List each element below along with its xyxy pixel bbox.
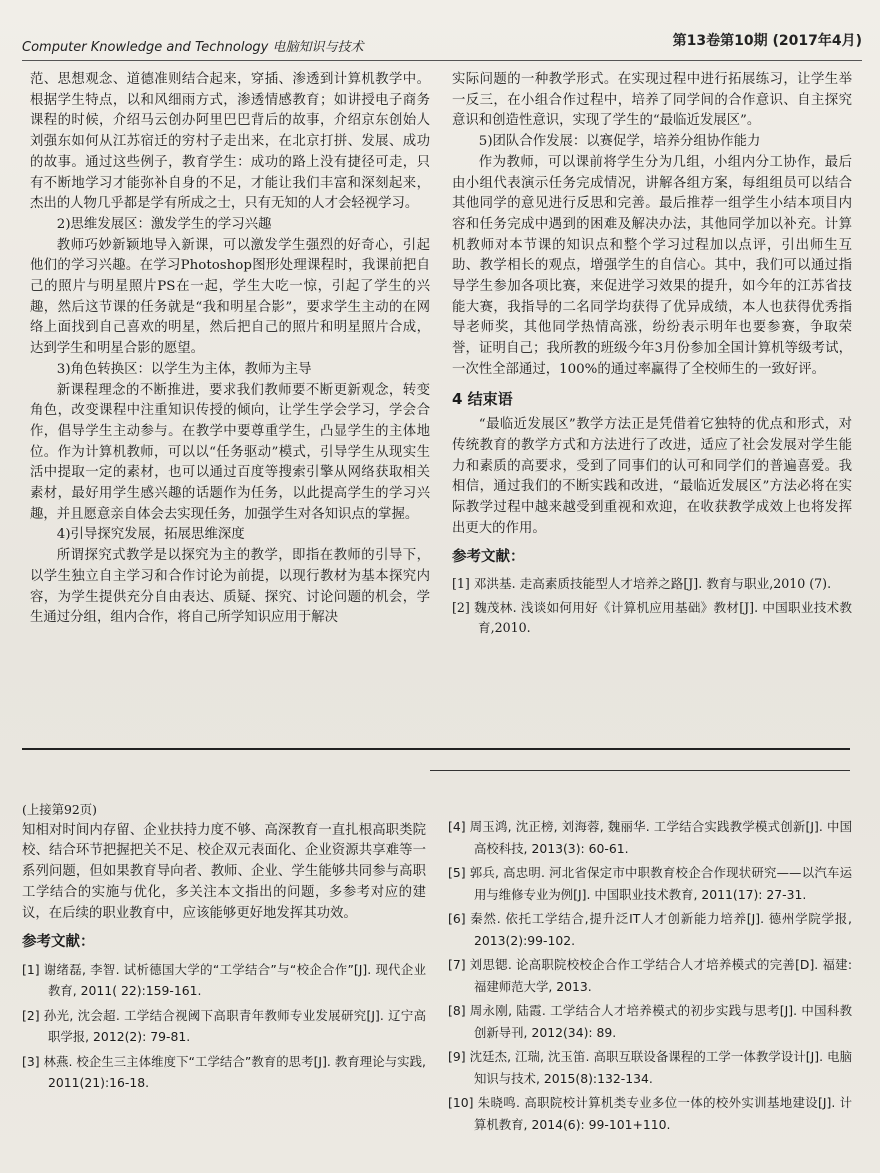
section-divider xyxy=(22,748,850,750)
reference-item: [2] 孙光, 沈会超. 工学结合视阈下高职青年教师专业发展研究[J]. 辽宁高职学报, 2012(2): 79-81. xyxy=(22,1007,426,1045)
paragraph: 新课程理念的不断推进，要求我们教师要不断更新观念，转变角色，改变课程中注重知识传授的倾向，让学生学会学习，学会合作，倡导学生主动参与。在教学中要尊重学生，凸显学生的主体地位。作为计算机教师，可以以“任务驱动”模式，引导学生从现实生活中提取一定的素材，也可以通过百度等搜索引擎从网络获取相关素材，最好用学生感兴趣的话题作为任务，以此提高学生的学习兴趣，并且愿意亲自体会去实现任务，加强学生对各知识点的掌握。 xyxy=(30,382,430,522)
issue-info: 第13卷第10期 (2017年4月) xyxy=(672,33,862,49)
upper-right-column xyxy=(452,70,852,642)
reference-item: [7] 刘思锶. 论高职院校校企合作工学结合人才培养模式的完善[D]. 福建: 福建师范大学, 2013. xyxy=(448,957,852,994)
reference-item: [10] 朱晓鸣. 高职院校计算机类专业多位一体的校外实训基地建设[J]. 计算机教育, 2014(6): 99-101+110. xyxy=(448,1095,852,1132)
continued-note: (上接第92页) xyxy=(22,802,97,817)
reference-item: [3] 林燕. 校企生三主体维度下“工学结合”教育的思考[J]. 教育理论与实践, 2011(21):16-18. xyxy=(22,1053,426,1091)
references-title: 参考文献： xyxy=(452,549,525,566)
subheading: 4)引导探究发展，拓展思维深度 xyxy=(56,527,245,543)
reference-item: [2] 魏茂林. 浅谈如何用好《计算机应用基础》教材[J]. 中国职业技术教育,2010. xyxy=(452,599,852,636)
paragraph: “最临近发展区”教学方法正是凭借着它独特的优点和形式，对传统教育的教学方式和方法进行了改进，适应了社会发展对学生能力和素质的高要求，受到了同事们的认可和同学们的普遍喜爱。我相信，通过我们的不断实践和改进，“最临近发展区”方法必将在实际教学过程中越来越受到重视和欢迎，在收获教学成效上也将发挥出更大的作用。 xyxy=(452,417,852,536)
section-title: 4 结束语 xyxy=(452,389,513,408)
header-rule xyxy=(22,60,862,61)
reference-item: [9] 沈廷杰, 江瑞, 沈玉笛. 高职互联设备课程的工学一体教学设计[J]. 电脑知识与技术, 2015(8):132-134. xyxy=(448,1049,852,1086)
references-title: 参考文献： xyxy=(22,934,95,951)
paragraph: 实际问题的一种教学形式。在实现过程中进行拓展练习，让学生举一反三，在小组合作过程中，培养了同学间的合作意识、自主探究意识和创造性意识，实现了学生的“最临近发展区”。 xyxy=(452,72,852,129)
lower-left-column xyxy=(22,800,426,1097)
reference-item: [4] 周玉鸿, 沈正榜, 刘海蓉, 魏丽华. 工学结合实践教学模式创新[J]. 中国高校科技, 2013(3): 60-61. xyxy=(448,819,852,856)
page-header xyxy=(22,30,862,58)
subheading: 5)团队合作发展：以赛促学，培养分组协作能力 xyxy=(478,134,761,150)
reference-item: [1] 谢绪磊, 李智. 试析德国大学的“工学结合”与“校企合作”[J]. 现代企业教育, 2011( 22):159-161. xyxy=(22,961,426,999)
lower-right-column xyxy=(448,816,852,1138)
paragraph: 所谓探究式教学是以探究为主的教学，即指在教师的引导下，以学生独立自主学习和合作讨论为前提，以现行教材为基本探究内容，为学生提供充分自由表达、质疑、探究、讨论问题的机会，学生通过分组，组内合作，将自己所学知识应用于解决 xyxy=(30,548,430,626)
paragraph: 范、思想观念、道德准则结合起来，穿插、渗透到计算机教学中。根据学生特点，以和风细雨方式，渗透情感教育；如讲授电子商务课程的时候，介绍马云创办阿里巴巴背后的故事，介绍京东创始人刘强东如何从江苏宿迁的穷村子走出来，在北京打拼、发展、成功的故事。通过这些例子，教育学生：成功的路上没有捷径可走，只有不断地学习才能弥补自身的不足，才能让我们丰富和深刻起来，杰出的人物几乎都是学有所成之士，只有无知的人才会轻视学习。 xyxy=(30,72,430,212)
upper-left-column xyxy=(30,70,430,629)
reference-item: [6] 秦然. 依托工学结合,提升泛IT人才创新能力培养[J]. 德州学院学报, 2013(2):99-102. xyxy=(448,911,852,948)
subheading: 3)角色转换区：以学生为主体，教师为主导 xyxy=(56,361,312,377)
subheading: 2)思维发展区：激发学生的学习兴趣 xyxy=(56,216,272,232)
reference-item: [5] 郭兵, 高忠明. 河北省保定市中职教育校企合作现状研究——以汽车运用与维修专业为例[J]. 中国职业技术教育, 2011(17): 27-31. xyxy=(448,865,852,902)
section-divider-thin xyxy=(430,770,850,771)
paragraph: 作为教师，可以课前将学生分为几组，小组内分工协作，最后由小组代表演示任务完成情况，讲解各组方案，每组组员可以结合其他同学的意见进行反思和完善。最后推荐一组学生小结本项目内容和任务完成中遇到的困难及解决办法，其他同学加以补充。计算机教师对本节课的知识点和整个学习过程加以点评，引出师生互助、教学相长的观点，增强学生的自信心。其中，我们可以通过指导学生参加各项比赛，来促进学习效果的提升，如今年的江苏省技能大赛，我指导的二名同学均获得了优异成绩，本人也获得优秀指导老师奖，其他同学热情高涨，纷纷表示明年也要参赛，争取荣誉，证明自己；我所教的班级今年3月份参加全国计算机等级考试，一次性全部通过，100%的通过率赢得了全校师生的一致好评。 xyxy=(452,154,852,377)
paragraph: 教师巧妙新颖地导入新课，可以激发学生强烈的好奇心，引起他们的学习兴趣。在学习Photoshop图形处理课程时，我课前把自己的照片与明星照片PS在一起，学生大吃一惊，引起了学生的兴趣，然后这节课的任务就是“我和明星合影”，要求学生主动的在网络上面找到自己喜欢的明星，然后把自己的照片和明星照片合成，达到学生和明星合影的愿望。 xyxy=(30,237,430,357)
paragraph: 知相对时间内存留、企业扶持力度不够、高深教育一直扎根高职类院校、结合环节把握把关不足、校企双元表面化、企业资源共享难等一系列问题，但如果教育导向者、教师、企业、学生能够共同参与高职工学结合的实施与优化，多关注本文指出的问题，多参考对应的建议，在后续的职业教育中，应该能够更好地发挥其功效。 xyxy=(22,822,426,921)
journal-name: Computer Knowledge and Technology 电脑知识与技术 xyxy=(22,40,364,55)
reference-item: [8] 周永刚, 陆霞. 工学结合人才培养模式的初步实践与思考[J]. 中国科教创新导刊, 2012(34): 89. xyxy=(448,1003,852,1040)
reference-item: [1] 邓洪基. 走高素质技能型人才培养之路[J]. 教育与职业,2010 (7). xyxy=(452,576,832,592)
